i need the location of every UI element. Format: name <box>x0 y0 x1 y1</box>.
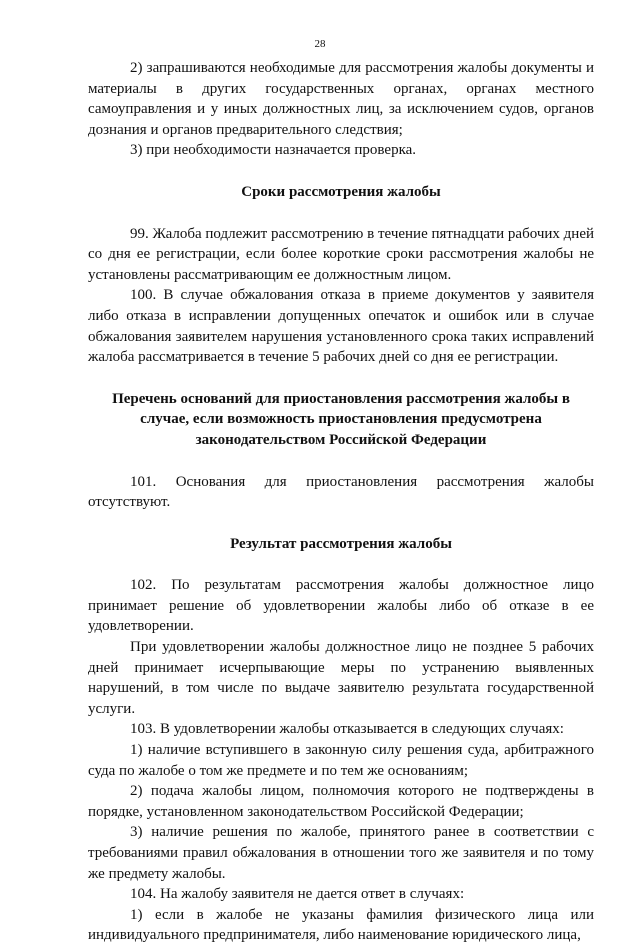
paragraph-103-item-2: 2) подача жалобы лицом, полномочия которого не подтверждены в порядке, установленном законодательством Российской Федерации; <box>88 783 594 820</box>
paragraph-102: 102. По результатам рассмотрения жалобы должностное лицо принимает решение об удовлетворении жалобы либо об отказе в ее удовлетворении. <box>88 577 594 635</box>
paragraph-100: 100. В случае обжалования отказа в приеме документов у заявителя либо отказа в исправлении допущенных опечаток и ошибок или в случае обжалования заявителем нарушения установленного срока таких исправлений жалоба рассматривается в течение 5 рабочих дней со дня ее регистрации. <box>88 287 594 366</box>
section-heading-review-result: Результат рассмотрения жалобы <box>230 535 452 552</box>
paragraph-104: 104. На жалобу заявителя не дается ответ в случаях: <box>130 886 465 903</box>
paragraph-101: 101. Основания для приостановления рассмотрения жалобы отсутствуют. <box>88 473 594 511</box>
section-heading-suspension-grounds: Перечень оснований для приостановления рассмотрения жалобы в случае, если возможность приостановления предусмотрена законодательством Российской Федерации <box>112 390 570 448</box>
paragraph-103: 103. В удовлетворении жалобы отказывается в следующих случаях: <box>130 721 564 738</box>
paragraph-103-item-1: 1) наличие вступившего в законную силу решения суда, арбитражного суда по жалобе о том же предмете и по тем же основаниям; <box>88 742 594 779</box>
paragraph-102-continued: При удовлетворении жалобы должностное лицо не позднее 5 рабочих дней принимает исчерпывающие меры по устранению выявленных нарушений, в том числе по выдаче заявителю результата государственной услуги. <box>88 639 594 717</box>
page-number: 28 <box>314 38 326 50</box>
paragraph-103-item-3: 3) наличие решения по жалобе, принятого ранее в соответствии с требованиями правил обжалования в отношении того же заявителя и по тому же предмету жалобы. <box>88 824 594 882</box>
paragraph-item-3: 3) при необходимости назначается проверка. <box>130 142 417 159</box>
paragraph-item-2: 2) запрашиваются необходимые для рассмотрения жалобы документы и материалы в других государственных органах, органах местного самоуправления и у иных должностных лиц, за исключением судов, органов дознания и органов предварительного следствия; <box>88 60 594 138</box>
paragraph-104-item-1: 1) если в жалобе не указаны фамилия физического лица или индивидуального предпринимателя, либо наименование юридического лица, <box>88 906 594 944</box>
document-body <box>88 58 594 946</box>
paragraph-99: 99. Жалоба подлежит рассмотрению в течение пятнадцати рабочих дней со дня ее регистрации, если более короткие сроки рассмотрения жалобы не установлены рассматривающим ее должностным лицом. <box>88 225 594 283</box>
section-heading-review-terms: Сроки рассмотрения жалобы <box>241 183 441 200</box>
